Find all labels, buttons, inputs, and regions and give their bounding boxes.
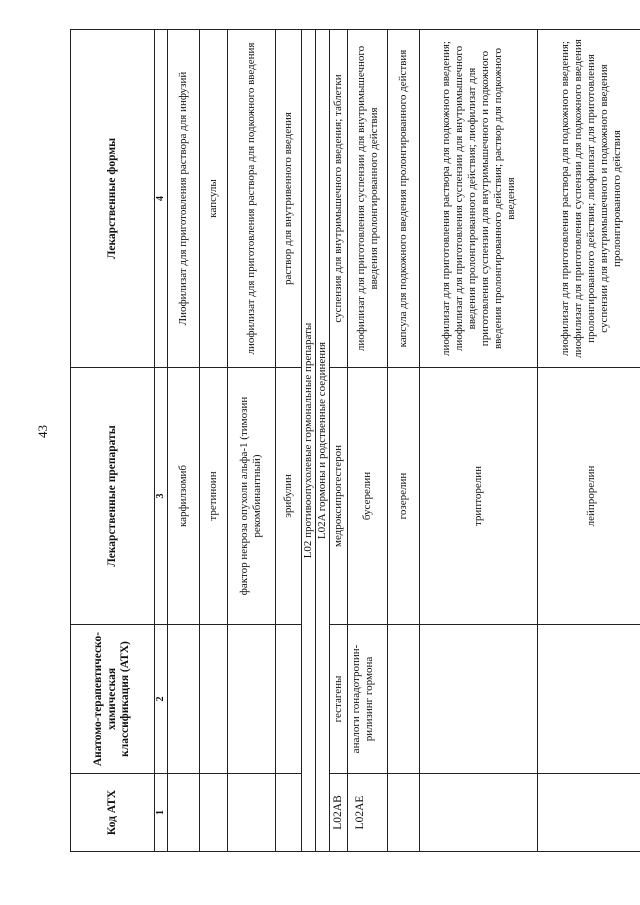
- table-row: [167, 30, 199, 852]
- form-cell: Лиофилизат для приготовления раствора для инфузий: [167, 30, 199, 368]
- group-cell: [167, 625, 199, 774]
- code-cell: [538, 774, 640, 852]
- column-number: 1: [155, 774, 168, 852]
- header-drugs: Лекарственные препараты: [71, 368, 155, 625]
- code-cell: [275, 774, 301, 852]
- drug-cell: третиноин: [199, 368, 227, 625]
- code-cell: [227, 774, 275, 852]
- group-cell: аналоги гонадотропин-рилизинг гормона: [348, 625, 388, 774]
- drug-cell: карфилзомиб: [167, 368, 199, 625]
- group-cell: [538, 625, 640, 774]
- code-cell: L02AE: [348, 774, 388, 852]
- code-cell: [388, 774, 420, 852]
- header-code: Код АТХ: [71, 774, 155, 852]
- drug-cell: трипторелин: [420, 368, 538, 625]
- column-number: 2: [155, 625, 168, 774]
- group-cell: [227, 625, 275, 774]
- group-cell: [199, 625, 227, 774]
- form-cell: суспензия для внутримышечного введения; таблетки: [329, 30, 348, 368]
- landscape-sheet: [70, 30, 624, 852]
- group-cell: гестагены: [329, 625, 348, 774]
- page-number: 43: [35, 425, 50, 438]
- drug-cell: эрибулин: [275, 368, 301, 625]
- section-row: [301, 30, 315, 852]
- table-row: [199, 30, 227, 852]
- group-cell: [420, 625, 538, 774]
- table-row: [348, 30, 388, 852]
- section-row: [315, 30, 329, 852]
- form-cell: капсула для подкожного введения пролонгированного действия: [388, 30, 420, 368]
- section-l02a: L02A гормоны и родственные соединения: [315, 30, 329, 852]
- drug-table: [70, 29, 640, 852]
- code-cell: L02AB: [329, 774, 348, 852]
- column-number-row: [155, 30, 168, 852]
- table-row: [538, 30, 640, 852]
- code-cell: [420, 774, 538, 852]
- form-cell: лиофилизат для приготовления раствора для подкожного введения; лиофилизат для приготовления суспензии для подкожного введения пролонгированного действия; лиофилизат для приготовления суспензии для внутримышечного и подкожного введения пролонгированного действия: [538, 30, 640, 368]
- group-cell: [275, 625, 301, 774]
- header-atc: Анатомо-терапевтическо-химическая классификация (АТХ): [71, 625, 155, 774]
- form-cell: раствор для внутривенного введения: [275, 30, 301, 368]
- drug-cell: медроксипрогестерон: [329, 368, 348, 625]
- code-cell: [199, 774, 227, 852]
- table-row: [420, 30, 538, 852]
- table-row: [275, 30, 301, 852]
- table-row: [329, 30, 348, 852]
- header-row: [71, 30, 155, 852]
- drug-cell: фактор некроза опухоли альфа-1 (тимозин рекомбинантный): [227, 368, 275, 625]
- group-cell: [388, 625, 420, 774]
- form-cell: лиофилизат для приготовления суспензии для внутримышечного введения пролонгированного действия: [348, 30, 388, 368]
- drug-cell: лейпрорелин: [538, 368, 640, 625]
- table-row: [227, 30, 275, 852]
- form-cell: лиофилизат для приготовления раствора для подкожного введения; лиофилизат для приготовления суспензии для внутримышечного введения пролонгированного действия; лиофилизат для приготовления суспензии для внутримышечного и подкожного введения пролонгированного действия; раствор для подкожного введения: [420, 30, 538, 368]
- code-cell: [167, 774, 199, 852]
- drug-cell: бусерелин: [348, 368, 388, 625]
- drug-cell: гозерелин: [388, 368, 420, 625]
- form-cell: лиофилизат для приготовления раствора для подкожного введения: [227, 30, 275, 368]
- column-number: 3: [155, 368, 168, 625]
- column-number: 4: [155, 30, 168, 368]
- section-l02: L02 противоопухолевые гормональные препараты: [301, 30, 315, 852]
- form-cell: капсулы: [199, 30, 227, 368]
- table-row: [388, 30, 420, 852]
- header-forms: Лекарственные формы: [71, 30, 155, 368]
